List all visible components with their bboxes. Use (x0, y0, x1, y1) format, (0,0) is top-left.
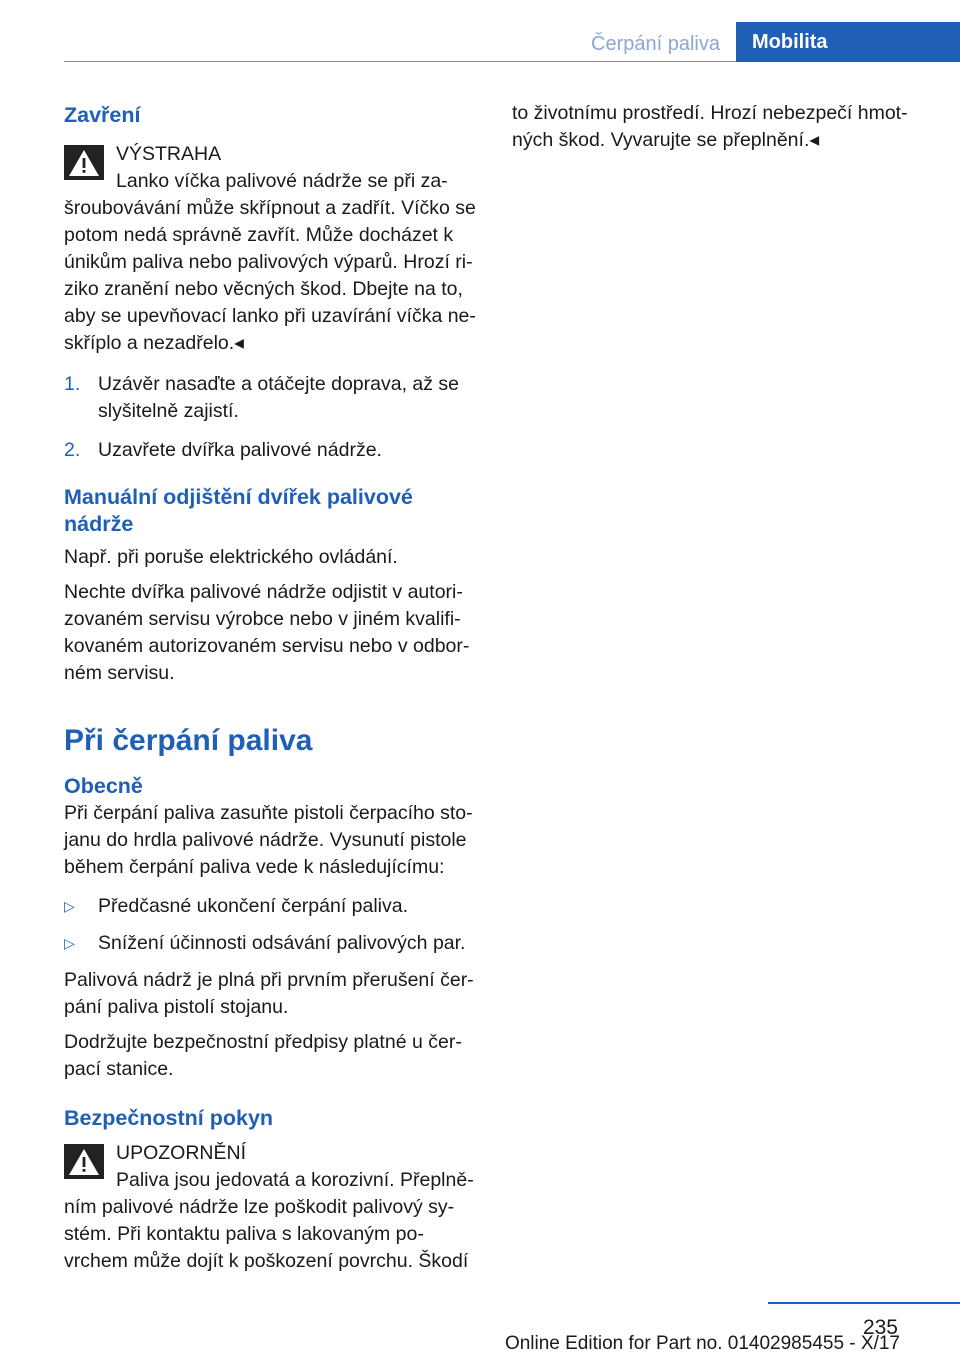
list-item (64, 371, 480, 425)
warning-icon (64, 1144, 104, 1179)
heading-general: Obecně (64, 774, 143, 798)
right-column (512, 100, 928, 154)
warning-text: ním palivové nádrže lze poškodit palivový sy-stém. Při kontaktu paliva s lakovaným po-vrchem může dojít k poškození povrchu. Škodí (64, 1196, 469, 1272)
list-item (64, 893, 480, 920)
bullet-text: Předčasné ukončení čerpání paliva. (98, 895, 409, 917)
paragraph: Palivová nádrž je plná při prvním přerušení čer-pání paliva pistolí stojanu. (64, 969, 474, 1018)
step-text: Uzávěr nasaďte a otáčejte doprava, až se slyšitelně zajistí. (98, 373, 460, 422)
warning-text-first-line: Lanko víčka palivové nádrže se při za- (116, 170, 448, 192)
heading-manual-unlock: Manuální odjištění dvířek palivové nádrže (64, 485, 413, 536)
paragraph: Při čerpání paliva zasuňte pistoli čerpacího sto-janu do hrdla palivové nádrže. Vysunutí pistole během čerpání paliva vede k následujícímu: (64, 802, 473, 878)
bullet-text: Snížení účinnosti odsávání palivových par. (98, 932, 466, 954)
warning-icon (64, 145, 104, 180)
bullet-triangle-icon: ▷ (64, 898, 75, 914)
paragraph: Nechte dvířka palivové nádrže odjistit v autori-zovaném servisu výrobce nebo v jiném kvalifi-kovaném autorizovaném servisu nebo v odbor-ném servisu. (64, 581, 470, 684)
page-number: 235 (862, 1316, 898, 1339)
warning-label: VÝSTRAHA (116, 143, 222, 165)
step-number: 2. (64, 439, 81, 461)
header-section-title: Čerpání paliva (591, 33, 720, 55)
left-column (64, 100, 480, 1275)
paragraph: Dodržujte bezpečnostní předpisy platné u čer-pací stanice. (64, 1031, 462, 1080)
warning-block-2 (64, 1140, 480, 1275)
step-number: 1. (64, 373, 81, 395)
steps-list (64, 371, 480, 464)
list-item (64, 930, 480, 957)
heading-safety-note: Bezpečnostní pokyn (64, 1106, 274, 1130)
heading-refueling: Při čerpání paliva (64, 724, 313, 757)
warning-continuation: to životnímu prostředí. Hrozí nebezpečí hmot-ných škod. Vyvarujte se přeplnění.◂ (512, 102, 908, 151)
bullet-triangle-icon: ▷ (64, 935, 75, 951)
warning-block-1 (64, 141, 480, 357)
edition-note: Online Edition for Part no. 01402985455 - X/17 (504, 1333, 900, 1354)
warning-text: šroubovávání může skřípnout a zadřít. Víčko se potom nedá správně zavřít. Může docházet k únikům paliva nebo palivových výparů. Hrozí ri-ziko zranění nebo věcných škod. Dbejte na to, aby se upevňovací lanko při uzavírání víčka ne-skříplo a nezadřelo.◂ (64, 197, 476, 354)
warning-label: UPOZORNĚNÍ (116, 1142, 247, 1164)
step-text: Uzavřete dvířka palivové nádrže. (98, 439, 382, 461)
header-chapter-tab: Mobilita (736, 22, 960, 62)
warning-text-first-line: Paliva jsou jedovatá a korozivní. Přeplně- (116, 1169, 474, 1191)
footer-rule (768, 1302, 960, 1304)
bullet-list (64, 893, 480, 957)
heading-zavreni: Zavření (64, 103, 141, 127)
list-item (64, 437, 480, 464)
paragraph: Např. při poruše elektrického ovládání. (64, 546, 398, 568)
